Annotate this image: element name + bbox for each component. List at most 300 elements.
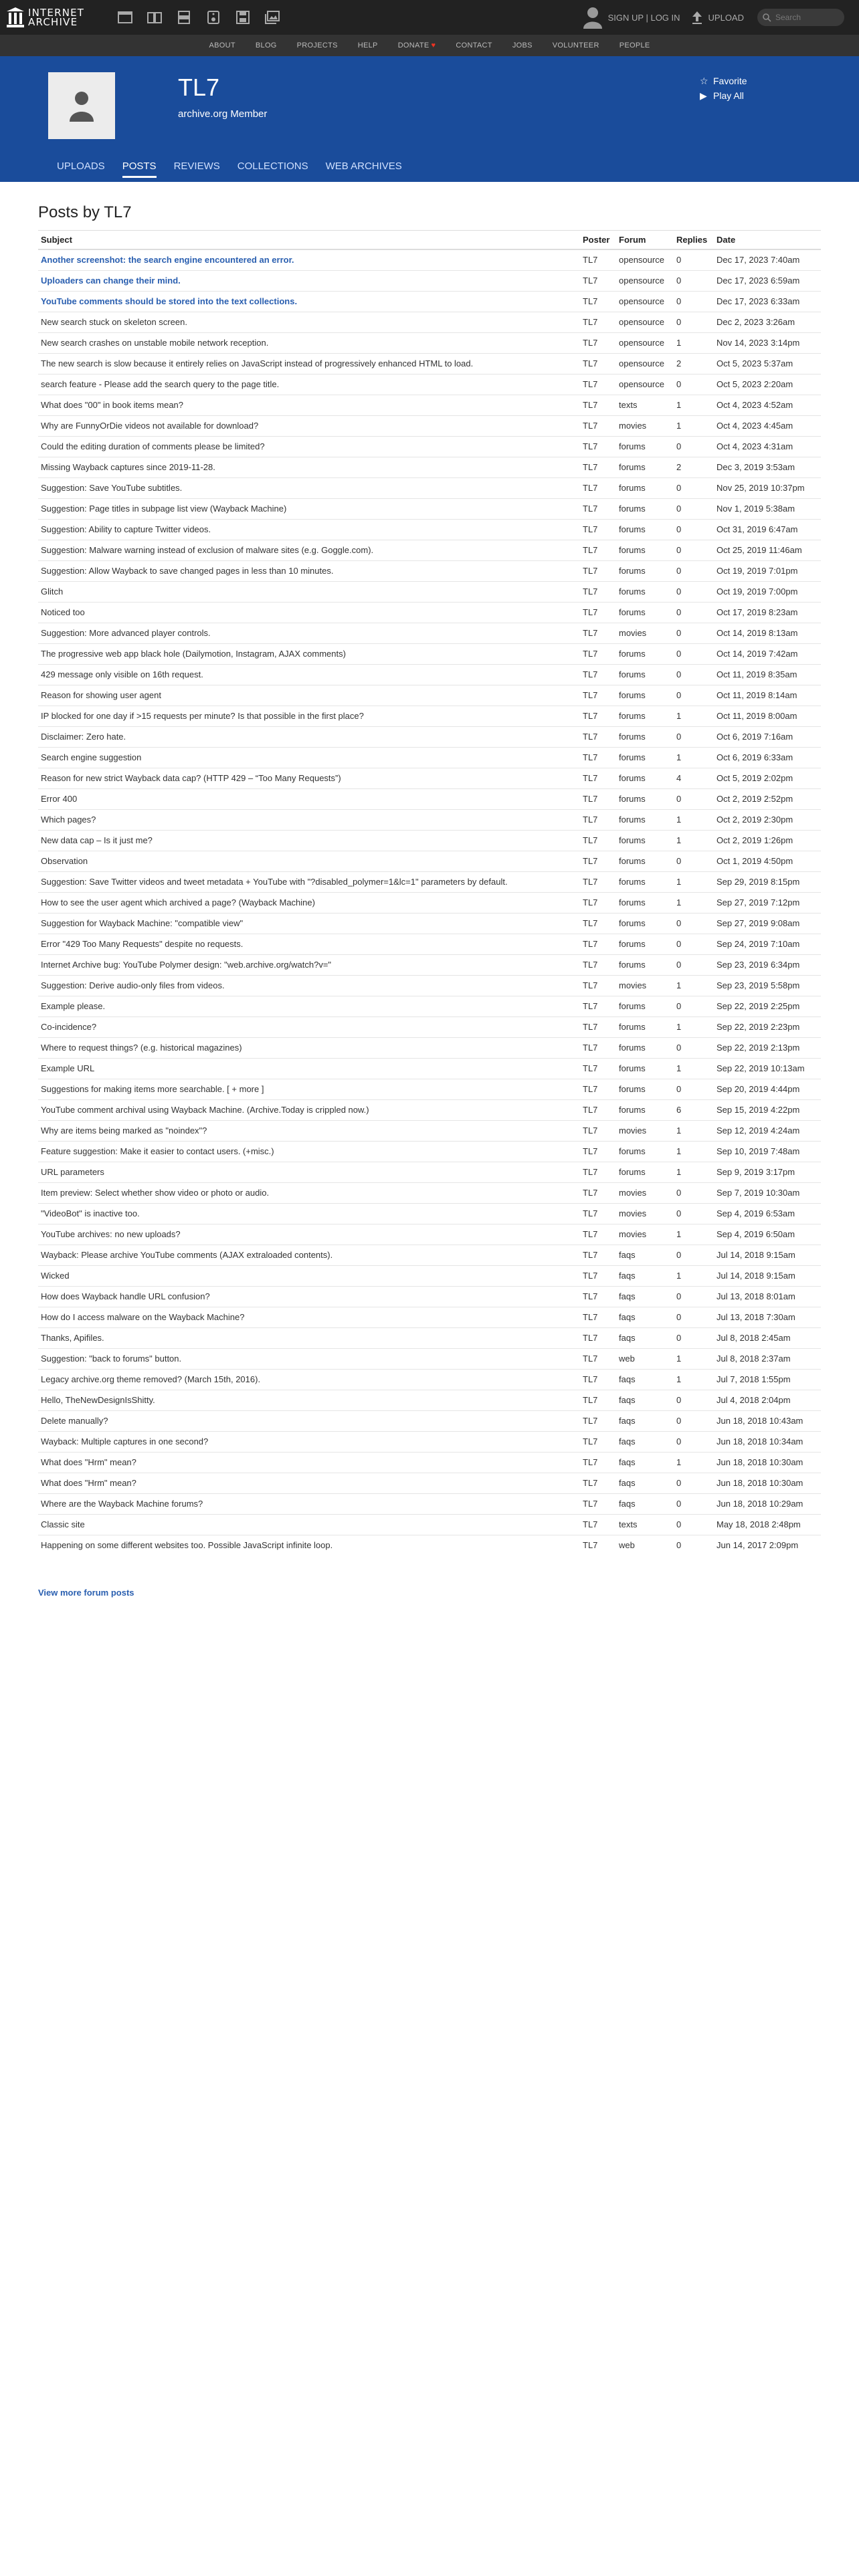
post-date: Jun 14, 2017 2:09pm <box>714 1535 821 1555</box>
post-poster-link[interactable]: TL7 <box>580 1410 616 1431</box>
post-forum-link[interactable]: forums <box>616 540 674 560</box>
post-subject-link[interactable]: YouTube comments should be stored into the text collections. <box>38 291 580 312</box>
nav-projects[interactable]: PROJECTS <box>296 41 338 49</box>
post-poster-link[interactable]: TL7 <box>580 1452 616 1473</box>
post-subject-link[interactable]: How do I access malware on the Wayback Machine? <box>38 1307 580 1327</box>
search-input[interactable] <box>757 9 844 26</box>
post-forum-link[interactable]: faqs <box>616 1473 674 1493</box>
favorite-button[interactable] <box>700 74 747 88</box>
post-subject-link[interactable]: What does "Hrm" mean? <box>38 1473 580 1493</box>
post-replies-count: 0 <box>674 954 714 975</box>
post-forum-link[interactable]: faqs <box>616 1369 674 1390</box>
post-forum-link[interactable]: movies <box>616 1203 674 1224</box>
post-forum-link[interactable]: forums <box>616 954 674 975</box>
post-poster-link[interactable]: TL7 <box>580 1224 616 1245</box>
logo-line1: INTERNET <box>28 7 85 19</box>
post-poster-link[interactable]: TL7 <box>580 1473 616 1493</box>
post-poster-link[interactable]: TL7 <box>580 1203 616 1224</box>
post-forum-link[interactable]: movies <box>616 415 674 436</box>
post-poster-link[interactable]: TL7 <box>580 374 616 395</box>
post-poster-link[interactable]: TL7 <box>580 415 616 436</box>
table-row <box>38 477 821 498</box>
post-subject-link[interactable]: Noticed too <box>38 602 580 623</box>
post-poster-link[interactable]: TL7 <box>580 1390 616 1410</box>
post-date: Oct 5, 2019 2:02pm <box>714 768 821 788</box>
post-poster-link[interactable]: TL7 <box>580 1058 616 1079</box>
view-more-posts-link[interactable]: View more forum posts <box>38 1588 134 1598</box>
post-poster-link[interactable]: TL7 <box>580 1099 616 1120</box>
table-row <box>38 270 821 291</box>
post-replies-count: 0 <box>674 270 714 291</box>
nav-donate[interactable] <box>388 41 446 49</box>
post-subject-link[interactable]: Wayback: Multiple captures in one second? <box>38 1431 580 1452</box>
post-subject-link[interactable]: Reason for new strict Wayback data cap? (HTTP 429 – “Too Many Requests”) <box>38 768 580 788</box>
post-poster-link[interactable]: TL7 <box>580 312 616 332</box>
table-row <box>38 1016 821 1037</box>
post-date: Jul 13, 2018 7:30am <box>714 1307 821 1327</box>
post-poster-link[interactable]: TL7 <box>580 726 616 747</box>
post-poster-link[interactable]: TL7 <box>580 477 616 498</box>
post-replies-count: 0 <box>674 1182 714 1203</box>
table-row <box>38 1224 821 1245</box>
post-poster-link[interactable]: TL7 <box>580 1286 616 1307</box>
post-forum-link[interactable]: faqs <box>616 1245 674 1265</box>
post-subject-link[interactable]: Delete manually? <box>38 1410 580 1431</box>
post-poster-link[interactable]: TL7 <box>580 851 616 871</box>
post-subject-link[interactable]: "VideoBot" is inactive too. <box>38 1203 580 1224</box>
post-date: Dec 3, 2019 3:53am <box>714 457 821 477</box>
table-row <box>38 623 821 643</box>
post-forum-link[interactable]: faqs <box>616 1493 674 1514</box>
post-forum-link[interactable]: forums <box>616 809 674 830</box>
signup-login-link[interactable]: SIGN UP | LOG IN <box>607 12 680 23</box>
post-subject-link[interactable]: New data cap – Is it just me? <box>38 830 580 851</box>
post-date: Sep 22, 2019 2:23pm <box>714 1016 821 1037</box>
post-forum-link[interactable]: forums <box>616 747 674 768</box>
post-poster-link[interactable]: TL7 <box>580 540 616 560</box>
post-poster-link[interactable]: TL7 <box>580 291 616 312</box>
post-subject-link[interactable]: Error 400 <box>38 788 580 809</box>
post-poster-link[interactable]: TL7 <box>580 1037 616 1058</box>
nav-volunteer[interactable]: VOLUNTEER <box>552 41 599 49</box>
column-header-forum: Forum <box>616 231 674 250</box>
post-poster-link[interactable]: TL7 <box>580 436 616 457</box>
post-poster-link[interactable]: TL7 <box>580 457 616 477</box>
post-subject-link[interactable]: Glitch <box>38 581 580 602</box>
post-subject-link[interactable]: Happening on some different websites too. Possible JavaScript infinite loop. <box>38 1535 580 1555</box>
post-subject-link[interactable]: Suggestions for making items more searchable. [ + more ] <box>38 1079 580 1099</box>
post-subject-link[interactable]: Feature suggestion: Make it easier to contact users. (+misc.) <box>38 1141 580 1162</box>
post-subject-link[interactable]: Uploaders can change their mind. <box>38 270 580 291</box>
post-subject-link[interactable]: Observation <box>38 851 580 871</box>
post-forum-link[interactable]: faqs <box>616 1431 674 1452</box>
post-replies-count: 0 <box>674 643 714 664</box>
post-replies-count: 0 <box>674 623 714 643</box>
post-subject-link[interactable]: Suggestion: Allow Wayback to save changed pages in less than 10 minutes. <box>38 560 580 581</box>
post-subject-link[interactable]: Hello, TheNewDesignIsShitty. <box>38 1390 580 1410</box>
post-poster-link[interactable]: TL7 <box>580 954 616 975</box>
post-replies-count: 0 <box>674 934 714 954</box>
avatar <box>48 72 115 139</box>
post-forum-link[interactable]: forums <box>616 1099 674 1120</box>
post-poster-link[interactable]: TL7 <box>580 1535 616 1555</box>
post-date: Dec 17, 2023 7:40am <box>714 249 821 270</box>
post-subject-link[interactable]: Missing Wayback captures since 2019-11-28. <box>38 457 580 477</box>
post-poster-link[interactable]: TL7 <box>580 602 616 623</box>
tab-reviews[interactable]: REVIEWS <box>173 160 220 172</box>
post-forum-link[interactable]: forums <box>616 560 674 581</box>
table-row <box>38 1327 821 1348</box>
internet-archive-logo[interactable] <box>7 0 107 35</box>
post-subject-link[interactable]: IP blocked for one day if >15 requests per minute? Is that possible in the first place? <box>38 706 580 726</box>
software-icon[interactable] <box>228 0 258 35</box>
post-poster-link[interactable]: TL7 <box>580 1514 616 1535</box>
table-row <box>38 685 821 706</box>
post-poster-link[interactable]: TL7 <box>580 249 616 270</box>
post-subject-link[interactable]: Where are the Wayback Machine forums? <box>38 1493 580 1514</box>
post-subject-link[interactable]: Example please. <box>38 996 580 1016</box>
post-forum-link[interactable]: forums <box>616 788 674 809</box>
post-poster-link[interactable]: TL7 <box>580 975 616 996</box>
post-forum-link[interactable]: forums <box>616 1162 674 1182</box>
post-subject-link[interactable]: New search crashes on unstable mobile network reception. <box>38 332 580 353</box>
post-replies-count: 0 <box>674 1535 714 1555</box>
post-date: Jul 8, 2018 2:37am <box>714 1348 821 1369</box>
post-forum-link[interactable]: forums <box>616 1079 674 1099</box>
post-forum-link[interactable]: faqs <box>616 1307 674 1327</box>
post-poster-link[interactable]: TL7 <box>580 809 616 830</box>
post-subject-link[interactable]: What does "00" in book items mean? <box>38 395 580 415</box>
post-subject-link[interactable]: What does "Hrm" mean? <box>38 1452 580 1473</box>
post-date: Oct 2, 2019 1:26pm <box>714 830 821 851</box>
post-subject-link[interactable]: Item preview: Select whether show video or photo or audio. <box>38 1182 580 1203</box>
post-subject-link[interactable]: Suggestion: Malware warning instead of exclusion of malware sites (e.g. Goggle.com). <box>38 540 580 560</box>
post-forum-link[interactable]: forums <box>616 477 674 498</box>
post-poster-link[interactable]: TL7 <box>580 581 616 602</box>
video-icon[interactable] <box>169 0 199 35</box>
post-poster-link[interactable]: TL7 <box>580 270 616 291</box>
post-replies-count: 1 <box>674 1120 714 1141</box>
post-subject-link[interactable]: The progressive web app black hole (Dailymotion, Instagram, AJAX comments) <box>38 643 580 664</box>
post-subject-link[interactable]: Why are FunnyOrDie videos not available for download? <box>38 415 580 436</box>
post-forum-link[interactable]: forums <box>616 436 674 457</box>
post-subject-link[interactable]: Suggestion: Save YouTube subtitles. <box>38 477 580 498</box>
post-date: Oct 14, 2019 7:42am <box>714 643 821 664</box>
star-icon: ☆ <box>700 76 708 86</box>
post-subject-link[interactable]: New search stuck on skeleton screen. <box>38 312 580 332</box>
post-subject-link[interactable]: YouTube archives: no new uploads? <box>38 1224 580 1245</box>
web-icon[interactable] <box>110 0 140 35</box>
post-replies-count: 0 <box>674 1079 714 1099</box>
user-icon[interactable] <box>583 6 603 29</box>
post-forum-link[interactable]: forums <box>616 1016 674 1037</box>
post-poster-link[interactable]: TL7 <box>580 332 616 353</box>
post-poster-link[interactable]: TL7 <box>580 871 616 892</box>
post-subject-link[interactable]: Another screenshot: the search engine encountered an error. <box>38 249 580 270</box>
post-forum-link[interactable]: forums <box>616 768 674 788</box>
post-date: Oct 11, 2019 8:00am <box>714 706 821 726</box>
nav-donate-label: DONATE <box>397 41 430 49</box>
post-date: Oct 2, 2019 2:52pm <box>714 788 821 809</box>
post-poster-link[interactable]: TL7 <box>580 1162 616 1182</box>
post-forum-link[interactable]: web <box>616 1535 674 1555</box>
post-forum-link[interactable]: movies <box>616 623 674 643</box>
texts-icon[interactable] <box>140 0 169 35</box>
post-forum-link[interactable]: forums <box>616 913 674 934</box>
post-subject-link[interactable]: Wayback: Please archive YouTube comments (AJAX extraloaded contents). <box>38 1245 580 1265</box>
post-subject-link[interactable]: Error "429 Too Many Requests" despite no requests. <box>38 934 580 954</box>
post-date: Sep 20, 2019 4:44pm <box>714 1079 821 1099</box>
nav-about[interactable]: ABOUT <box>209 41 235 49</box>
post-forum-link[interactable]: movies <box>616 1182 674 1203</box>
post-forum-link[interactable]: opensource <box>616 353 674 374</box>
post-subject-link[interactable]: Suggestion: "back to forums" button. <box>38 1348 580 1369</box>
post-subject-link[interactable]: Thanks, Apifiles. <box>38 1327 580 1348</box>
post-forum-link[interactable]: forums <box>616 685 674 706</box>
post-subject-link[interactable]: Example URL <box>38 1058 580 1079</box>
post-subject-link[interactable]: Suggestion for Wayback Machine: "compatible view" <box>38 913 580 934</box>
post-replies-count: 0 <box>674 1390 714 1410</box>
post-subject-link[interactable]: search feature - Please add the search query to the page title. <box>38 374 580 395</box>
post-forum-link[interactable]: faqs <box>616 1265 674 1286</box>
post-poster-link[interactable]: TL7 <box>580 1079 616 1099</box>
table-row <box>38 643 821 664</box>
post-forum-link[interactable]: texts <box>616 1514 674 1535</box>
post-forum-link[interactable]: forums <box>616 830 674 851</box>
post-forum-link[interactable]: forums <box>616 871 674 892</box>
tab-collections[interactable]: COLLECTIONS <box>237 160 308 172</box>
play-all-button[interactable] <box>700 88 747 103</box>
post-forum-link[interactable]: forums <box>616 726 674 747</box>
post-poster-link[interactable]: TL7 <box>580 747 616 768</box>
table-row <box>38 1452 821 1473</box>
column-header-subject: Subject <box>38 231 580 250</box>
post-poster-link[interactable]: TL7 <box>580 560 616 581</box>
post-forum-link[interactable]: forums <box>616 996 674 1016</box>
post-subject-link[interactable]: How does Wayback handle URL confusion? <box>38 1286 580 1307</box>
post-replies-count: 0 <box>674 664 714 685</box>
post-forum-link[interactable]: forums <box>616 851 674 871</box>
post-poster-link[interactable]: TL7 <box>580 768 616 788</box>
post-subject-link[interactable]: Classic site <box>38 1514 580 1535</box>
post-replies-count: 0 <box>674 498 714 519</box>
posts-table <box>38 230 821 1555</box>
table-row <box>38 395 821 415</box>
profile-tabs <box>48 156 411 182</box>
post-replies-count: 0 <box>674 1203 714 1224</box>
post-forum-link[interactable]: forums <box>616 602 674 623</box>
post-subject-link[interactable]: The new search is slow because it entirely relies on JavaScript instead of progressively enhanced HTML to load. <box>38 353 580 374</box>
post-forum-link[interactable]: movies <box>616 1224 674 1245</box>
post-poster-link[interactable]: TL7 <box>580 685 616 706</box>
post-forum-link[interactable]: forums <box>616 706 674 726</box>
post-forum-link[interactable]: opensource <box>616 291 674 312</box>
post-forum-link[interactable]: forums <box>616 457 674 477</box>
post-date: Nov 1, 2019 5:38am <box>714 498 821 519</box>
post-poster-link[interactable]: TL7 <box>580 830 616 851</box>
post-replies-count: 1 <box>674 1058 714 1079</box>
post-poster-link[interactable]: TL7 <box>580 1348 616 1369</box>
post-replies-count: 1 <box>674 415 714 436</box>
play-icon: ▶ <box>700 90 707 101</box>
post-subject-link[interactable]: Where to request things? (e.g. historical magazines) <box>38 1037 580 1058</box>
table-row <box>38 1079 821 1099</box>
post-replies-count: 0 <box>674 519 714 540</box>
post-poster-link[interactable]: TL7 <box>580 892 616 913</box>
post-poster-link[interactable]: TL7 <box>580 1327 616 1348</box>
post-date: Sep 22, 2019 2:25pm <box>714 996 821 1016</box>
post-forum-link[interactable]: forums <box>616 1141 674 1162</box>
table-row <box>38 913 821 934</box>
post-subject-link[interactable]: Could the editing duration of comments please be limited? <box>38 436 580 457</box>
post-subject-link[interactable]: Internet Archive bug: YouTube Polymer design: "web.archive.org/watch?v=" <box>38 954 580 975</box>
table-row <box>38 747 821 768</box>
nav-people[interactable]: PEOPLE <box>619 41 650 49</box>
tab-web-archives[interactable]: WEB ARCHIVES <box>325 160 402 172</box>
post-forum-link[interactable]: texts <box>616 395 674 415</box>
upload-button[interactable] <box>691 10 744 25</box>
post-subject-link[interactable]: Which pages? <box>38 809 580 830</box>
table-row <box>38 1473 821 1493</box>
post-poster-link[interactable]: TL7 <box>580 1493 616 1514</box>
post-forum-link[interactable]: faqs <box>616 1452 674 1473</box>
post-subject-link[interactable]: Suggestion: Derive audio-only files from videos. <box>38 975 580 996</box>
post-replies-count: 0 <box>674 1245 714 1265</box>
post-forum-link[interactable]: forums <box>616 498 674 519</box>
post-forum-link[interactable]: forums <box>616 1037 674 1058</box>
post-poster-link[interactable]: TL7 <box>580 1431 616 1452</box>
table-row <box>38 1493 821 1514</box>
post-subject-link[interactable]: Suggestion: Save Twitter videos and tweet metadata + YouTube with "?disabled_polymer=1&lc=1" parameters by default. <box>38 871 580 892</box>
nav-blog[interactable]: BLOG <box>255 41 277 49</box>
post-forum-link[interactable]: web <box>616 1348 674 1369</box>
post-forum-link[interactable]: opensource <box>616 374 674 395</box>
table-row <box>38 353 821 374</box>
post-poster-link[interactable]: TL7 <box>580 1245 616 1265</box>
post-forum-link[interactable]: faqs <box>616 1327 674 1348</box>
post-date: Oct 4, 2023 4:45am <box>714 415 821 436</box>
post-poster-link[interactable]: TL7 <box>580 706 616 726</box>
post-subject-link[interactable]: Search engine suggestion <box>38 747 580 768</box>
table-row <box>38 975 821 996</box>
nav-help[interactable]: HELP <box>357 41 378 49</box>
tab-uploads[interactable]: UPLOADS <box>57 160 105 172</box>
table-row <box>38 996 821 1016</box>
post-subject-link[interactable]: Suggestion: Page titles in subpage list view (Wayback Machine) <box>38 498 580 519</box>
post-date: Jun 18, 2018 10:34am <box>714 1431 821 1452</box>
post-poster-link[interactable]: TL7 <box>580 1016 616 1037</box>
post-poster-link[interactable]: TL7 <box>580 519 616 540</box>
post-poster-link[interactable]: TL7 <box>580 913 616 934</box>
post-forum-link[interactable]: faqs <box>616 1410 674 1431</box>
post-forum-link[interactable]: forums <box>616 934 674 954</box>
post-subject-link[interactable]: Co-incidence? <box>38 1016 580 1037</box>
post-forum-link[interactable]: faqs <box>616 1286 674 1307</box>
post-forum-link[interactable]: forums <box>616 664 674 685</box>
post-subject-link[interactable]: Why are items being marked as "noindex"? <box>38 1120 580 1141</box>
post-replies-count: 2 <box>674 353 714 374</box>
post-forum-link[interactable]: forums <box>616 1058 674 1079</box>
upload-label: UPLOAD <box>708 12 744 23</box>
post-forum-link[interactable]: forums <box>616 581 674 602</box>
post-date: Sep 22, 2019 10:13am <box>714 1058 821 1079</box>
post-poster-link[interactable]: TL7 <box>580 1182 616 1203</box>
post-poster-link[interactable]: TL7 <box>580 934 616 954</box>
post-subject-link[interactable]: 429 message only visible on 16th request. <box>38 664 580 685</box>
post-poster-link[interactable]: TL7 <box>580 643 616 664</box>
post-date: Jul 13, 2018 8:01am <box>714 1286 821 1307</box>
post-replies-count: 0 <box>674 913 714 934</box>
post-poster-link[interactable]: TL7 <box>580 498 616 519</box>
post-poster-link[interactable]: TL7 <box>580 1307 616 1327</box>
post-replies-count: 0 <box>674 1514 714 1535</box>
post-subject-link[interactable]: Disclaimer: Zero hate. <box>38 726 580 747</box>
post-subject-link[interactable]: YouTube comment archival using Wayback Machine. (Archive.Today is crippled now.) <box>38 1099 580 1120</box>
post-date: Oct 5, 2023 2:20am <box>714 374 821 395</box>
post-poster-link[interactable]: TL7 <box>580 1141 616 1162</box>
tab-posts[interactable]: POSTS <box>114 156 165 182</box>
post-date: Jun 18, 2018 10:30am <box>714 1473 821 1493</box>
post-forum-link[interactable]: movies <box>616 975 674 996</box>
post-poster-link[interactable]: TL7 <box>580 1369 616 1390</box>
post-forum-link[interactable]: opensource <box>616 249 674 270</box>
post-replies-count: 0 <box>674 1286 714 1307</box>
post-replies-count: 2 <box>674 457 714 477</box>
post-poster-link[interactable]: TL7 <box>580 664 616 685</box>
post-forum-link[interactable]: movies <box>616 1120 674 1141</box>
post-subject-link[interactable]: Suggestion: Ability to capture Twitter videos. <box>38 519 580 540</box>
table-row <box>38 1182 821 1203</box>
audio-icon[interactable] <box>199 0 228 35</box>
post-poster-link[interactable]: TL7 <box>580 1265 616 1286</box>
post-date: Oct 19, 2019 7:00pm <box>714 581 821 602</box>
post-replies-count: 0 <box>674 1431 714 1452</box>
table-row <box>38 560 821 581</box>
post-subject-link[interactable]: URL parameters <box>38 1162 580 1182</box>
post-poster-link[interactable]: TL7 <box>580 395 616 415</box>
images-icon[interactable] <box>258 0 287 35</box>
table-row <box>38 871 821 892</box>
post-poster-link[interactable]: TL7 <box>580 623 616 643</box>
post-poster-link[interactable]: TL7 <box>580 996 616 1016</box>
nav-jobs[interactable]: JOBS <box>512 41 533 49</box>
post-forum-link[interactable]: forums <box>616 643 674 664</box>
post-subject-link[interactable]: Wicked <box>38 1265 580 1286</box>
post-replies-count: 1 <box>674 809 714 830</box>
post-poster-link[interactable]: TL7 <box>580 788 616 809</box>
post-forum-link[interactable]: faqs <box>616 1390 674 1410</box>
post-subject-link[interactable]: How to see the user agent which archived a page? (Wayback Machine) <box>38 892 580 913</box>
post-forum-link[interactable]: forums <box>616 892 674 913</box>
post-subject-link[interactable]: Reason for showing user agent <box>38 685 580 706</box>
post-forum-link[interactable]: opensource <box>616 332 674 353</box>
archive-building-icon <box>7 7 24 27</box>
nav-contact[interactable]: CONTACT <box>456 41 492 49</box>
post-poster-link[interactable]: TL7 <box>580 1120 616 1141</box>
post-subject-link[interactable]: Suggestion: More advanced player controls. <box>38 623 580 643</box>
post-replies-count: 1 <box>674 332 714 353</box>
post-subject-link[interactable]: Legacy archive.org theme removed? (March 15th, 2016). <box>38 1369 580 1390</box>
post-forum-link[interactable]: opensource <box>616 312 674 332</box>
post-replies-count: 1 <box>674 975 714 996</box>
post-replies-count: 0 <box>674 312 714 332</box>
post-date: Dec 17, 2023 6:59am <box>714 270 821 291</box>
post-date: Sep 22, 2019 2:13pm <box>714 1037 821 1058</box>
post-forum-link[interactable]: opensource <box>616 270 674 291</box>
post-poster-link[interactable]: TL7 <box>580 353 616 374</box>
post-date: Dec 17, 2023 6:33am <box>714 291 821 312</box>
post-forum-link[interactable]: forums <box>616 519 674 540</box>
